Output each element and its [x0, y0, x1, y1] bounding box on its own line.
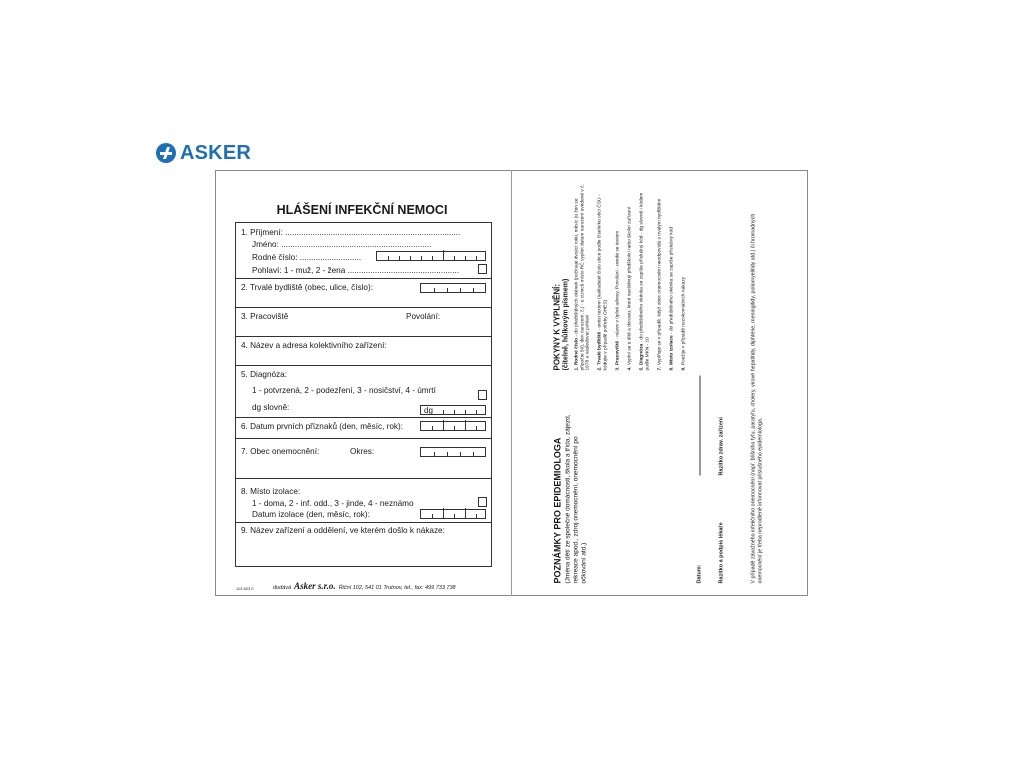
- poznamky-text: (Jména dětí ze společné domácnosti, škola a třída, zájezd, rekreace apod., zdroj onemocnění, onemocnění po očkování atd.): [564, 414, 587, 584]
- datum-izolace-boxes[interactable]: [420, 509, 486, 519]
- section-pracoviste: [236, 307, 491, 336]
- pokyn-item: 9. Použije v případě nozokomiálních nákazy: [681, 276, 687, 371]
- izolace-box[interactable]: [478, 497, 487, 507]
- pokyn-item: 1. Rodné číslo - do předtištěných okének (počínaje dvojicí roku, měsíc (u žen se připočte 50), den narození, č.) - u cizinců místo RČ vyplnit datum narození uvedené v č. 1978 a následovat pohlaví: [574, 184, 591, 371]
- obec-boxes[interactable]: [420, 447, 486, 457]
- section-izolace: [236, 478, 491, 522]
- razitko-lekar: Razítko a podpis lékaře: [718, 522, 724, 584]
- section-bydliste: [236, 278, 491, 307]
- field-nazev-zarizeni[interactable]: 9. Název zařízení a oddělení, ve kterém došlo k nákaze:: [241, 526, 445, 535]
- field-datum-priznaku: 6. Datum prvních příznaků (den, měsíc, rok):: [241, 422, 403, 431]
- field-diagnoza: 5. Diagnóza:: [241, 370, 287, 379]
- section-diagnoza: [236, 365, 491, 417]
- dg-label: dg: [424, 406, 433, 415]
- poznamky-title: POZNÁMKY PRO EPIDEMIOLOGA: [552, 437, 562, 584]
- pokyn-item: 7. Vyplňuje se v případě, když obec onemocnění neodpovídá s trvalým bydlištěm: [656, 198, 662, 371]
- field-okres[interactable]: Okres:: [350, 447, 375, 456]
- rodne-cislo-boxes[interactable]: [376, 251, 486, 261]
- field-jmeno[interactable]: Jméno: ..................................................................: [252, 240, 432, 249]
- field-rodne-cislo-label: Rodné číslo: ...........................: [252, 253, 362, 262]
- field-diagnoza-options: 1 - potvrzená, 2 - podezření, 3 - nosičství, 4 - úmrtí: [252, 386, 436, 395]
- form-code: 113 823 0: [236, 586, 254, 591]
- field-datum-izolace: Datum izolace (den, měsíc, rok):: [252, 510, 370, 519]
- asker-logo: [156, 141, 251, 165]
- razitko-zarizeni: Razítko zdrav. zařízení: [718, 417, 724, 476]
- field-prijmeni[interactable]: 1. Příjmení: .............................................................................: [241, 228, 461, 237]
- field-obec[interactable]: 7. Obec onemocnění:: [241, 447, 320, 456]
- section-obec: [236, 438, 491, 478]
- asker-cross-logo-icon: [156, 143, 176, 163]
- footer-dodava: dodává: [273, 585, 292, 591]
- field-bydliste: 2. Trvalé bydliště (obec, ulice, číslo):: [241, 283, 373, 292]
- report-form: [235, 222, 492, 567]
- datum-label: Datum:: [696, 564, 702, 584]
- field-pracoviste[interactable]: 3. Pracoviště: [241, 312, 289, 321]
- section-personal: [236, 223, 491, 278]
- footer: [273, 582, 456, 592]
- field-dg-slovne[interactable]: dg slovně:: [252, 403, 290, 412]
- field-pohlavi: Pohlaví: 1 - muž, 2 - žena .................................................: [252, 266, 460, 275]
- pokyn-item: 2. Trvalé bydliště - uvést textem (nakladatel číslo obce podle číselníku obcí ČSÚ - kódujte v případě potřeby OHES): [597, 194, 608, 371]
- pohlavi-box[interactable]: [478, 264, 487, 274]
- field-misto-izolace: 8. Místo izolace:: [241, 487, 301, 496]
- section-kolektivni: [236, 336, 491, 365]
- pokyn-item: 4. Vyplní se u dítě a dorostu, které navštěvují předškolní nebo školní zařízení: [627, 206, 633, 371]
- logo-text: ASKER: [180, 142, 252, 164]
- field-povolani[interactable]: Povolání:: [406, 312, 441, 321]
- footer-brand: Asker s.r.o.: [294, 581, 336, 591]
- pokyny-list: [574, 181, 693, 371]
- diagnoza-box[interactable]: [478, 390, 487, 400]
- signature-line: [699, 376, 700, 476]
- pokyny-title: POKYNY K VYPLNĚNÍ:: [552, 283, 561, 371]
- section-nazev-zarizeni: [236, 522, 491, 568]
- pokyny-subtitle: (čitelně, hůlkovým písmem): [562, 278, 569, 371]
- footer-address: Řiční 102, 541 01 Trutnov, tel., fax: 499 733 738: [338, 585, 456, 591]
- section-datum-priznaku: [236, 417, 491, 438]
- pokyn-item: 5. Diagnóza - do předtištěného okénka se zapíše příslušný kód - dg slovně i kódem podle MKN - 10: [639, 192, 650, 371]
- datum-priznaku-boxes[interactable]: [420, 421, 486, 431]
- bottom-note: V případě závažného infekčního onemocnění (např. břišního tyfu, paratyfu, cholery, virové hepatitidy, diphtérie, meningitidy, poliomyelitidy atd.) či hromadných onemocnění je třeba neprodleně informovat příslušného epidemiologa.: [750, 213, 763, 584]
- dg-boxes[interactable]: [420, 405, 486, 415]
- back-side: [512, 171, 788, 596]
- form-title: HLÁŠENÍ INFEKČNÍ NEMOCI: [276, 203, 448, 217]
- field-kolektivni[interactable]: 4. Název a adresa kolektivního zařízení:: [241, 341, 387, 350]
- pokyn-item: 3. Pracoviště - název v úplné adresy. Povolání - uvede se textem: [614, 230, 620, 371]
- bydliste-boxes[interactable]: [420, 283, 486, 293]
- field-izolace-options: 1 - doma, 2 - inf. odd., 3 - jinde, 4 - neznámo: [252, 499, 414, 508]
- pokyn-item: 8. Místo izolace - do předtištěného okénka se zapíše příslušný kód: [668, 227, 674, 371]
